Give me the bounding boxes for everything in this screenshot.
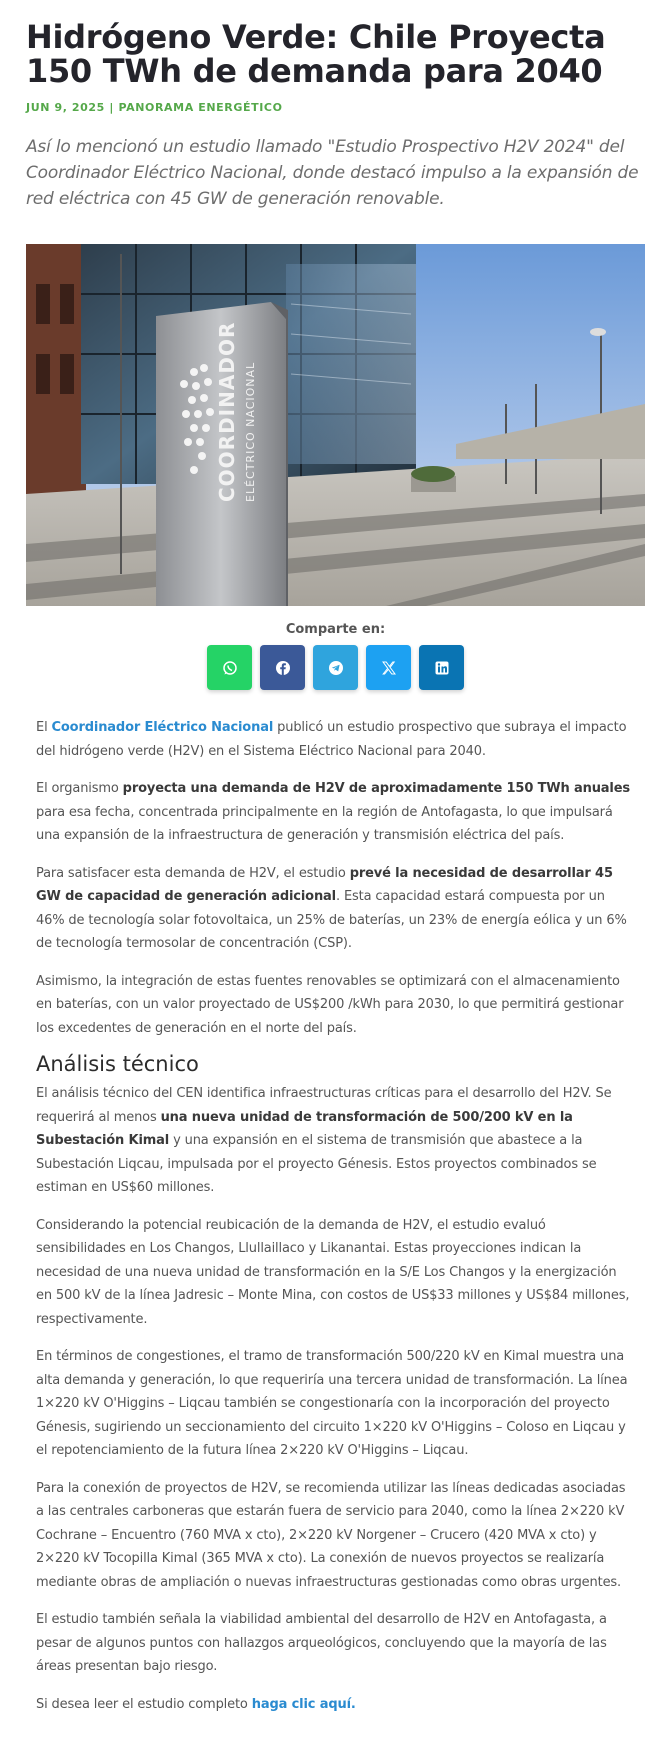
article-title: Hidrógeno Verde: Chile Proyecta 150 TWh de demanda para 2040 (26, 18, 606, 90)
share-linkedin-button[interactable] (419, 645, 464, 690)
article-date: JUN 9, 2025 (26, 101, 105, 114)
share-telegram-button[interactable] (313, 645, 358, 690)
article-body (26, 716, 645, 1716)
paragraph-1: El Coordinador Eléctrico Nacional publicó un estudio prospectivo que subraya el impacto del hidrógeno verde (H2V) en el Sistema Eléctrico Nacional para 2040. (36, 720, 627, 759)
article-meta (26, 101, 645, 114)
paragraph-10: Si desea leer el estudio completo haga clic aquí. (36, 1696, 356, 1712)
paragraph-5: El análisis técnico del CEN identifica infraestructuras críticas para el desarrollo del H2V. Se requerirá al menos una nueva unidad de transformación de 500/200 kV en la Subestación Kimal y una expansión en el sistema de transmisión que abastece a la Subestación Liqcau, impulsada por el proyecto Génesis. Estos proyectos combinados se estiman en US$60 millones. (36, 1086, 612, 1195)
meta-separator: | (109, 101, 115, 114)
paragraph-3: Para satisfacer esta demanda de H2V, el estudio prevé la necesidad de desarrollar 45 GW de capacidad de generación adicional. Esta capacidad estará compuesta por un 46% de tecnología solar fotovoltaica, un 25% de baterías, un 23% de energía eólica y un 6% de tecnología termosolar de concentración (CSP). (36, 865, 627, 951)
paragraph-6: Considerando la potencial reubicación de la demanda de H2V, el estudio evaluó sensibilidades en Los Changos, Llullaillaco y Likanantai. Estas proyecciones indican la necesidad de una nueva unidad de transformación en la S/E Los Changos y la energización en 500 kV de la línea Jadresic – Monte Mina, con costos de US$33 millones y US$84 millones, respectivamente. (36, 1217, 630, 1327)
telegram-icon (328, 660, 344, 676)
article-lead: Así lo mencionó un estudio llamado "Estudio Prospectivo H2V 2024" del Coordinador Eléctrico Nacional, donde destacó impulso a la expansión de red eléctrica con 45 GW de generación renovable. (26, 137, 639, 209)
hero-image (26, 244, 645, 606)
share-section (26, 622, 645, 690)
share-facebook-button[interactable] (260, 645, 305, 690)
paragraph-9: El estudio también señala la viabilidad ambiental del desarrollo de H2V en Antofagasta, a pesar de algunos puntos con hallazgos arqueológicos, concluyendo que la mayoría de las áreas presentan bajo riesgo. (36, 1612, 607, 1674)
share-label: Comparte en: (285, 622, 386, 637)
share-buttons (26, 645, 645, 690)
paragraph-7: En términos de congestiones, el tramo de transformación 500/220 kV en Kimal muestra una alta demanda y generación, lo que requeriría una tercera unidad de transformación. La línea 1×220 kV O'Higgins – Liqcau también se congestionaría con la incorporación del proyecto Génesis, sugiriendo un seccionamiento del circuito 1×220 kV O'Higgins – Coloso en Liqcau y el repotenciamiento de la futura línea 2×220 kV O'Higgins – Liqcau. (36, 1349, 628, 1458)
linkedin-icon (434, 660, 450, 676)
article-category[interactable]: PANORAMA ENERGÉTICO (118, 101, 283, 114)
read-study-link[interactable]: haga clic aquí. (251, 1696, 356, 1712)
paragraph-8: Para la conexión de proyectos de H2V, se recomienda utilizar las líneas dedicadas asociadas a las centrales carboneras que estarán fuera de servicio para 2040, como la línea 2×220 kV Cochrane – Encuentro (760 MVA x cto), 2×220 kV Norgener – Crucero (420 MVA x cto) y 2×220 kV Tocopilla Kimal (365 MVA x cto). La conexión de nuevos proyectos se realizaría mediante obras de ampliación o nuevas infraestructuras gestionadas como obras urgentes. (36, 1480, 626, 1590)
share-x-button[interactable] (366, 645, 411, 690)
section-heading: Análisis técnico (36, 1052, 199, 1076)
whatsapp-icon (222, 660, 238, 676)
hero-photo (26, 244, 645, 606)
x-icon (381, 660, 397, 676)
paragraph-4: Asimismo, la integración de estas fuentes renovables se optimizará con el almacenamiento en baterías, con un valor proyectado de US$200 /kWh para 2030, lo que permitirá gestionar los excedentes de generación en el norte del país. (36, 973, 624, 1036)
share-whatsapp-button[interactable] (207, 645, 252, 690)
facebook-icon (275, 660, 291, 676)
sign-line1: COORDINADOR (215, 321, 239, 502)
paragraph-2: El organismo proyecta una demanda de H2V de aproximadamente 150 TWh anuales para esa fecha, concentrada principalmente en la región de Antofagasta, lo que impulsará una expansión de la infraestructura de generación y transmisión eléctrica del país. (36, 781, 630, 843)
cen-link[interactable]: Coordinador Eléctrico Nacional (51, 720, 274, 735)
sign-line2: ELÉCTRICO NACIONAL (244, 361, 257, 502)
